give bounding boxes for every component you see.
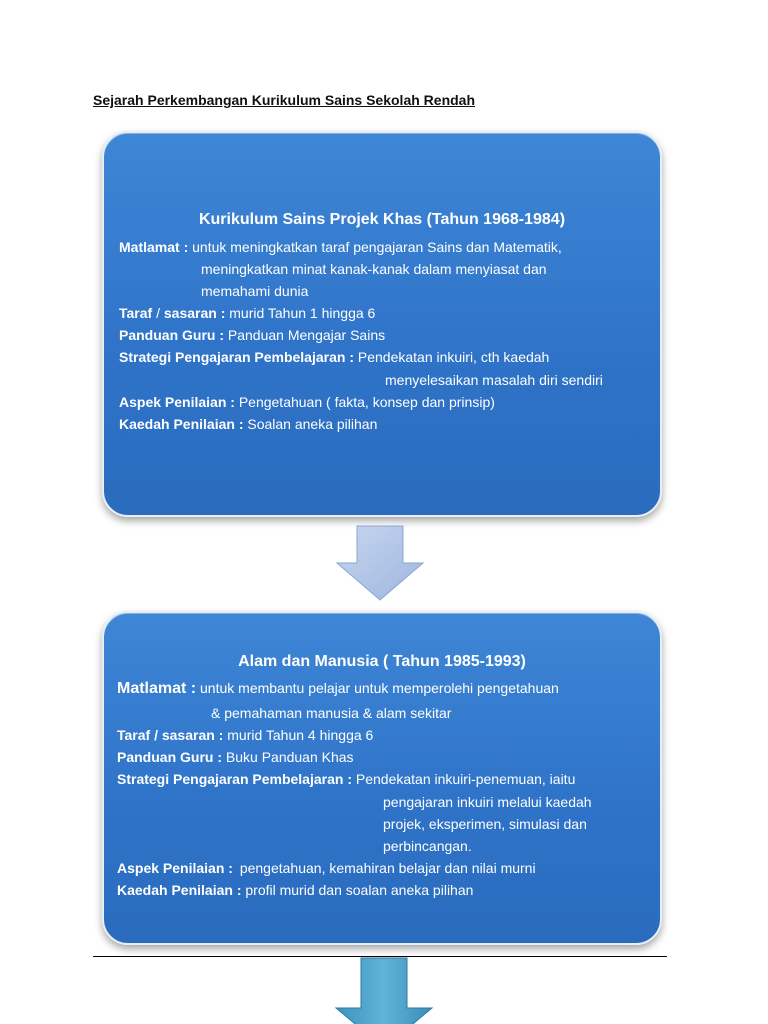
down-arrow-icon bbox=[335, 525, 425, 601]
aspek-row bbox=[117, 860, 536, 876]
document-title: Sejarah Perkembangan Kurikulum Sains Sekolah Rendah bbox=[93, 92, 476, 108]
panduan-label: Panduan Guru : bbox=[119, 327, 224, 343]
matlamat-label: Matlamat : bbox=[117, 680, 197, 697]
aspek-label: Aspek Penilaian : bbox=[117, 860, 233, 876]
strategi-line-2: pengajaran inkuiri melalui kaedah bbox=[383, 794, 592, 810]
kaedah-row bbox=[119, 416, 377, 432]
taraf-label: Taraf / sasaran : bbox=[117, 727, 224, 743]
matlamat-line-2: meningkatkan minat kanak-kanak dalam menyiasat dan bbox=[201, 261, 547, 277]
strategi-label: Strategi Pengajaran Pembelajaran : bbox=[117, 771, 352, 787]
taraf-row bbox=[117, 727, 373, 743]
card-title: Alam dan Manusia ( Tahun 1985-1993) bbox=[238, 653, 526, 670]
panduan-row bbox=[117, 749, 354, 765]
matlamat-label: Matlamat : bbox=[119, 239, 189, 255]
taraf-value: murid Tahun 4 hingga 6 bbox=[227, 727, 374, 743]
strategi-row bbox=[119, 349, 549, 365]
strategi-line-4: perbincangan. bbox=[383, 838, 472, 854]
kaedah-label: Kaedah Penilaian : bbox=[119, 416, 244, 432]
matlamat-row bbox=[117, 680, 559, 698]
strategi-row bbox=[117, 771, 575, 787]
aspek-label: Aspek Penilaian : bbox=[119, 394, 235, 410]
kaedah-label: Kaedah Penilaian : bbox=[117, 882, 242, 898]
matlamat-line-3: memahami dunia bbox=[201, 283, 309, 299]
aspek-value: pengetahuan, kemahiran belajar dan nilai murni bbox=[239, 860, 536, 876]
down-arrow-icon bbox=[334, 958, 434, 1024]
strategi-label: Strategi Pengajaran Pembelajaran : bbox=[119, 349, 354, 365]
panduan-value: Panduan Mengajar Sains bbox=[227, 327, 386, 343]
strategi-value: Pendekatan inkuiri-penemuan, iaitu bbox=[355, 771, 576, 787]
strategi-value: Pendekatan inkuiri, cth kaedah bbox=[357, 349, 550, 365]
sasaran-label: sasaran : bbox=[163, 305, 226, 321]
taraf-slash: / bbox=[152, 305, 164, 321]
matlamat-line-2: & pemahaman manusia & alam sekitar bbox=[211, 705, 452, 721]
taraf-label: Taraf bbox=[119, 305, 153, 321]
panduan-label: Panduan Guru : bbox=[117, 749, 222, 765]
strategi-line-2: menyelesaikan masalah diri sendiri bbox=[385, 372, 603, 388]
aspek-row bbox=[119, 394, 495, 410]
panduan-row bbox=[119, 327, 385, 343]
kaedah-row bbox=[117, 882, 473, 898]
curriculum-card-1985 bbox=[102, 611, 662, 945]
taraf-row bbox=[119, 305, 375, 321]
page-divider bbox=[93, 956, 667, 957]
strategi-line-3: projek, eksperimen, simulasi dan bbox=[383, 816, 587, 832]
kaedah-value: Soalan aneka pilihan bbox=[247, 416, 378, 432]
card-title: Kurikulum Sains Projek Khas (Tahun 1968-1984) bbox=[198, 211, 566, 228]
panduan-value: Buku Panduan Khas bbox=[225, 749, 354, 765]
curriculum-card-1968 bbox=[102, 131, 662, 517]
aspek-value: Pengetahuan ( fakta, konsep dan prinsip) bbox=[238, 394, 495, 410]
matlamat-row bbox=[119, 239, 562, 255]
kaedah-value: profil murid dan soalan aneka pilihan bbox=[245, 882, 474, 898]
matlamat-value: untuk membantu pelajar untuk memperolehi pengetahuan bbox=[200, 680, 559, 696]
matlamat-value: untuk meningkatkan taraf pengajaran Sains dan Matematik, bbox=[192, 239, 562, 255]
taraf-value: murid Tahun 1 hingga 6 bbox=[229, 305, 376, 321]
